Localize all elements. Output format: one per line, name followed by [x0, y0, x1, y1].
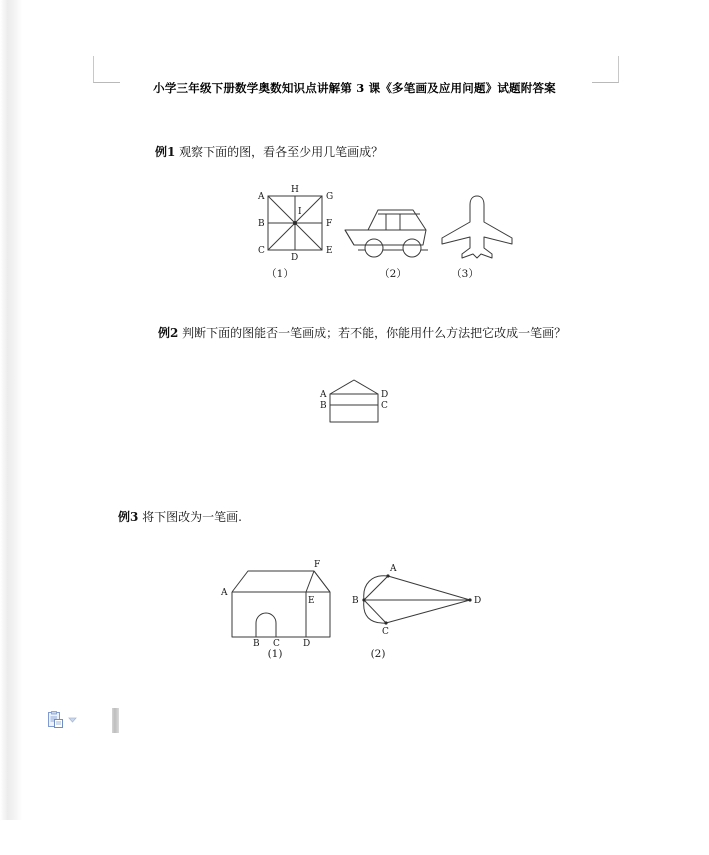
vertex-label-A: A	[258, 192, 265, 202]
vertex-label-B: B	[253, 639, 260, 648]
figure-caption-1-1: （1）	[266, 268, 294, 280]
page-left-edge-shadow	[0, 0, 22, 855]
leaf-network-figure	[348, 558, 483, 643]
page-bottom-edge	[0, 820, 709, 855]
house-outline-figure	[316, 376, 396, 426]
vertex-label-D: D	[303, 639, 311, 648]
figure-caption-1-3: （3）	[451, 268, 479, 280]
vertex-label-B: B	[352, 596, 359, 606]
figure-caption-1-2: （2）	[379, 268, 407, 280]
vertex-label-C: C	[273, 639, 280, 648]
example-1-paragraph	[155, 143, 585, 162]
example-3-paragraph	[118, 508, 548, 527]
vertex-label-E: E	[326, 246, 333, 256]
example-2-paragraph	[118, 324, 593, 343]
vertex-label-D: D	[291, 253, 299, 262]
example-3-label: 例3	[118, 510, 139, 524]
vertex-label-C: C	[258, 246, 265, 256]
example-1-label: 例1	[155, 145, 176, 159]
example-3-text: 将下图改为一笔画.	[138, 510, 242, 524]
example-1-text: 观察下面的图，看各至少用几笔画成？	[175, 145, 384, 159]
vertex-label-A: A	[221, 588, 228, 598]
vertex-label-D: D	[474, 596, 482, 606]
example-2-label: 例2	[158, 326, 179, 340]
vertex-label-C: C	[382, 627, 389, 637]
figure-caption-3-1: (1)	[267, 648, 283, 660]
scroll-handle[interactable]	[112, 708, 119, 733]
vertex-label-B: B	[258, 219, 265, 229]
airplane-figure	[432, 192, 522, 264]
clipboard-paste-icon[interactable]	[48, 711, 64, 728]
vertex-label-D: D	[381, 390, 389, 400]
figure-caption-3-2: (2)	[370, 648, 386, 660]
margin-mark-top-right	[592, 56, 619, 83]
example-2-text: 判断下面的图能否一笔画成；若不能，你能用什么方法把它改成一笔画？	[178, 326, 567, 340]
vertex-label-C: C	[381, 401, 388, 411]
vertex-label-E: E	[308, 596, 315, 606]
vertex-label-F: F	[314, 560, 321, 570]
house-3d-figure	[218, 553, 343, 648]
page-title: 小学三年级下册数学奥数知识点讲解第 3 课《多笔画及应用问题》试题附答案	[153, 81, 556, 95]
car-figure	[340, 198, 445, 260]
vertex-label-A: A	[390, 564, 397, 574]
square-with-diagonals-figure	[250, 182, 340, 262]
margin-mark-top-left	[93, 56, 120, 83]
vertex-label-F: F	[326, 219, 333, 229]
vertex-label-B: B	[320, 401, 327, 411]
chevron-down-icon[interactable]	[68, 716, 77, 724]
vertex-label-I: I	[298, 207, 302, 217]
vertex-label-G: G	[326, 192, 334, 202]
vertex-label-H: H	[291, 185, 299, 195]
vertex-label-A: A	[320, 390, 327, 400]
